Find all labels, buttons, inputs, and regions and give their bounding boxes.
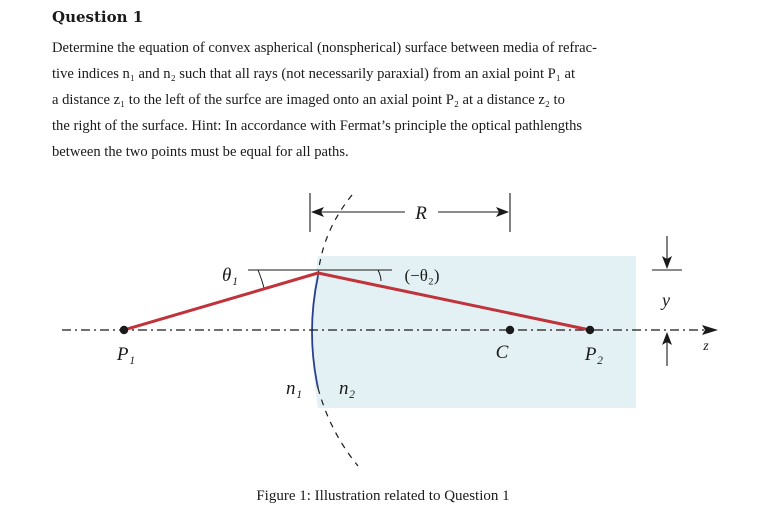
question-line: tive indices n₁ and n₂ such that all rays (not necessarily paraxial) from an axial point P₁ at — [52, 66, 576, 82]
question-line: Determine the equation of convex aspherical (nonspherical) surface between media of refrac- — [52, 40, 597, 56]
z-label: z — [703, 339, 709, 354]
question-line: a distance z₁ to the left of the surfce are imaged onto an axial point P₂ at a distance z₂ to — [52, 92, 565, 108]
theta1-label: θ₁ — [222, 265, 238, 286]
theta2-label: (−θ₂) — [404, 266, 440, 285]
incident-ray — [124, 273, 318, 330]
c-label: C — [495, 342, 509, 363]
r-label: R — [415, 203, 427, 224]
point-p1 — [120, 326, 128, 334]
figure-caption: Figure 1: Illustration related to Question 1 — [256, 488, 510, 504]
n1-label: n₁ — [285, 378, 303, 399]
y-label: y — [662, 290, 670, 310]
point-p2 — [586, 326, 594, 334]
p2-label: P₂ — [584, 344, 604, 365]
question-line: between the two points must be equal for all paths. — [52, 144, 349, 160]
center-of-curvature-c — [506, 326, 514, 334]
question-title: Question 1 — [52, 8, 144, 26]
theta1-arc — [258, 270, 264, 288]
n2-label: n₂ — [338, 378, 356, 399]
question-line: the right of the surface. Hint: In accordance with Fermat’s principle the optical pathlengths — [52, 118, 583, 134]
z-axis-arrowhead — [702, 325, 718, 335]
p1-label: P₁ — [116, 344, 136, 365]
